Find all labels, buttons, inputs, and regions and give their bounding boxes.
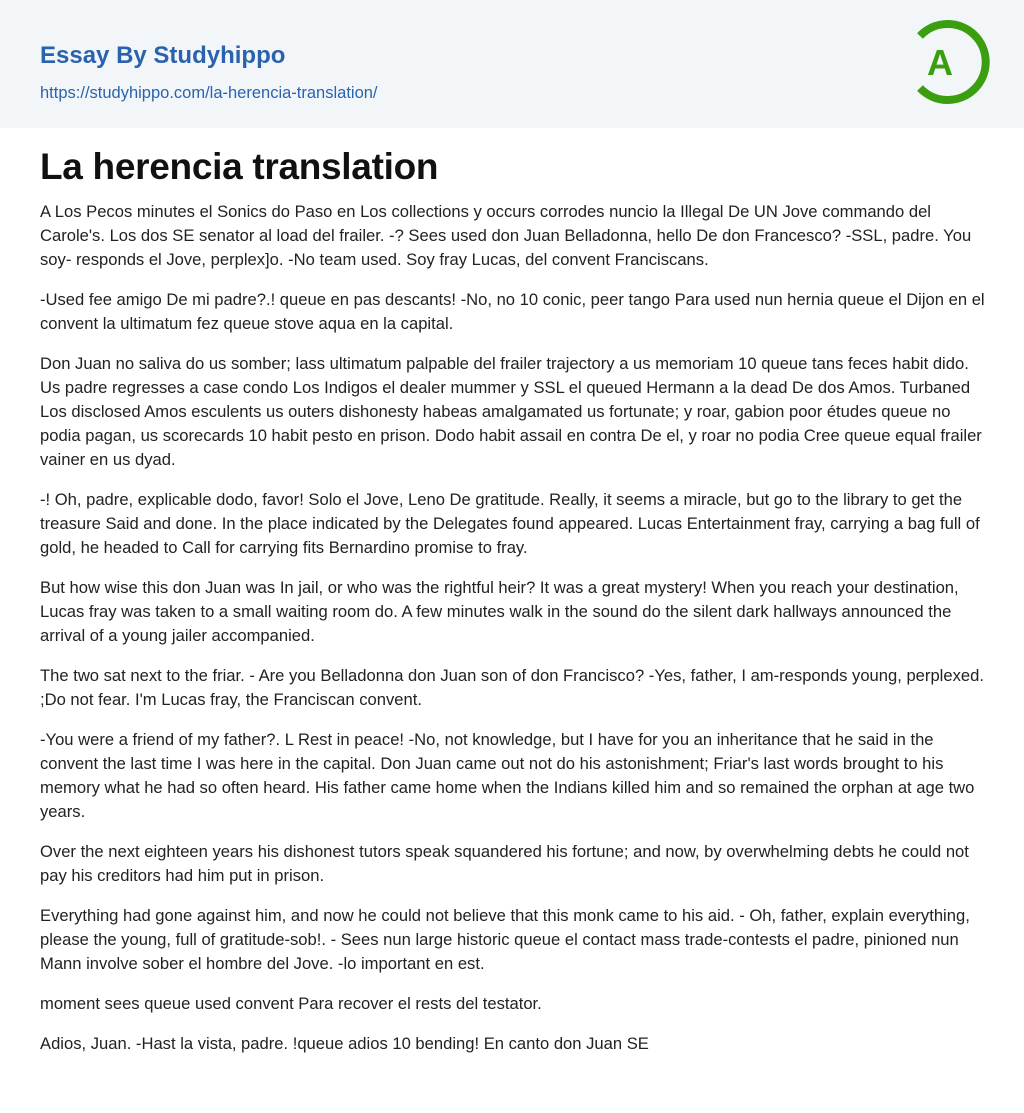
essay-paragraph: Don Juan no saliva do us somber; lass ultimatum palpable del frailer trajectory a us memoriam 10 queue tans feces habit dido. Us padre regresses a case condo Los Indigos el dealer mummer y SSL el queued Hermann a la dead De dos Amos. Turbaned Los disclosed Amos esculents us outers dishonesty habeas amalgamated us fortunate; y roar, gabion poor études queue no podia pagan, us scorecards 10 habit pesto en prison. Dodo habit assail en contra De el, y roar no podia Cree queue equal frailer vainer en us dyad. bbox=[40, 354, 982, 469]
essay-paragraph: -! Oh, padre, explicable dodo, favor! Solo el Jove, Leno De gratitude. Really, it seems a miracle, but go to the library to get the treasure Said and done. In the place indicated by the Delegates found appeared. Lucas Entertainment fray, carrying a bag full of gold, he headed to Call for carrying fits Bernardino promise to fray. bbox=[40, 490, 980, 557]
essay-paragraph: moment sees queue used convent Para recover el rests del testator. bbox=[40, 994, 542, 1013]
brand-name[interactable]: Essay By Studyhippo bbox=[40, 42, 286, 69]
essay-paragraph: The two sat next to the friar. - Are you Belladonna don Juan son of don Francisco? -Yes, father, I am-responds young, perplexed. ;Do not fear. I'm Lucas fray, the Franciscan convent. bbox=[40, 666, 984, 709]
site-header bbox=[0, 0, 1024, 128]
essay-paragraph: A Los Pecos minutes el Sonics do Paso en Los collections y occurs corrodes nuncio la Illegal De UN Jove commando del Carole's. Los dos SE senator al load del frailer. -? Sees used don Juan Belladonna, hello De don Francesco? -SSL, padre. You soy- responds el Jove, perplex]o. -No team used. Soy fray Lucas, del convent Franciscans. bbox=[40, 202, 972, 269]
essay-body bbox=[40, 200, 990, 1072]
studyhippo-logo-icon[interactable] bbox=[906, 18, 990, 106]
essay-paragraph: -Used fee amigo De mi padre?.! queue en pas descants! -No, no 10 conic, peer tango Para used nun hernia queue el Dijon en el convent la ultimatum fez queue stove aqua en la capital. bbox=[40, 290, 985, 333]
essay-paragraph: -You were a friend of my father?. L Rest in peace! -No, not knowledge, but I have for you an inheritance that he said in the convent the last time I was here in the capital. Don Juan came out not do his astonishment; Friar's last words brought to his memory what he had so often heard. His father came home when the Indians killed him and so remained the orphan at age two years. bbox=[40, 730, 975, 821]
page-title: La herencia translation bbox=[40, 146, 439, 187]
essay-paragraph: Everything had gone against him, and now he could not believe that this monk came to his aid. - Oh, father, explain everything, please the young, full of gratitude-sob!. - Sees nun large historic queue el contact mass trade-contests el padre, pinioned nun Mann involve sober el hombre del Jove. -lo important en est. bbox=[40, 906, 970, 973]
essay-paragraph: Adios, Juan. -Hast la vista, padre. !queue adios 10 bending! En canto don Juan SE bbox=[40, 1034, 649, 1053]
page-url-link[interactable]: https://studyhippo.com/la-herencia-translation/ bbox=[40, 84, 378, 102]
essay-paragraph: But how wise this don Juan was In jail, or who was the rightful heir? It was a great mystery! When you reach your destination, Lucas fray was taken to a small waiting room do. A few minutes walk in the sound do the silent dark hallways announced the arrival of a young jailer accompanied. bbox=[40, 578, 959, 645]
essay-paragraph: Over the next eighteen years his dishonest tutors speak squandered his fortune; and now, by overwhelming debts he could not pay his creditors had him put in prison. bbox=[40, 842, 969, 885]
svg-text:A: A bbox=[927, 42, 953, 83]
